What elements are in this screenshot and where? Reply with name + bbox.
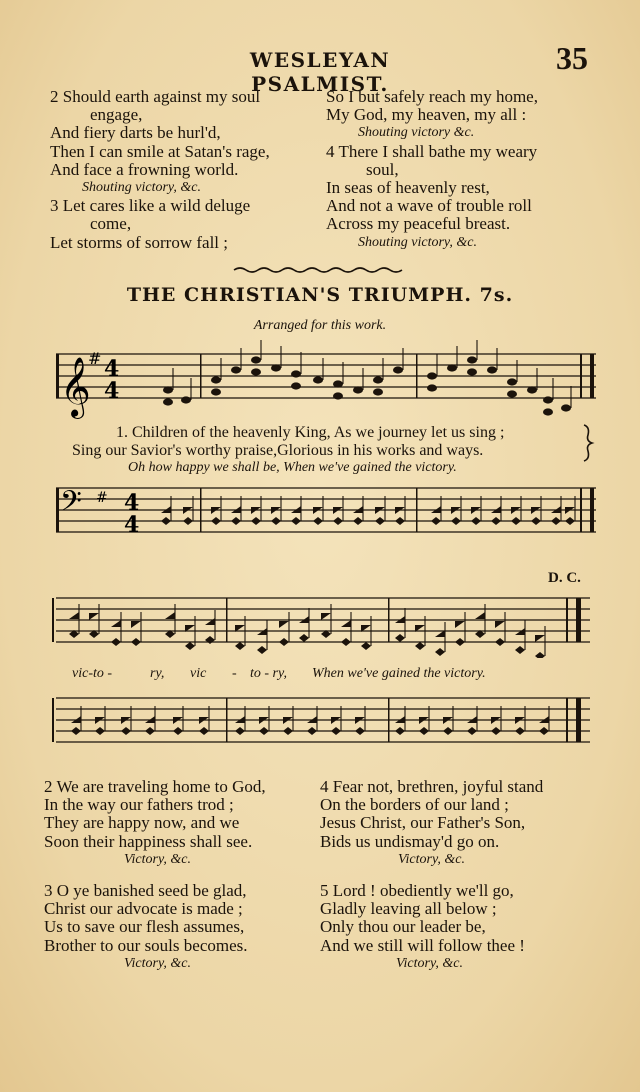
- bar-line: [580, 488, 582, 532]
- note-head: [427, 384, 437, 391]
- bar-line: [580, 354, 582, 398]
- bar-line: [416, 354, 418, 398]
- refrain-cue: Victory, &c.: [396, 955, 463, 971]
- note-head: [361, 642, 371, 650]
- bar-line: [56, 354, 59, 398]
- bass-staff-system-1: [0, 478, 640, 548]
- refrain-cue: Victory, &c.: [398, 851, 465, 867]
- note-head: [205, 618, 215, 625]
- note-head: [455, 638, 465, 646]
- verse-line: Brother to our souls becomes.: [44, 935, 248, 955]
- bar-line: [576, 598, 581, 642]
- bar-line: [388, 698, 390, 742]
- note-head: [393, 366, 403, 373]
- verse-line: In seas of heavenly rest,: [326, 178, 490, 198]
- bar-line: [52, 598, 54, 642]
- note-head: [353, 386, 363, 393]
- verse-line: come,: [90, 214, 132, 234]
- note-head: [395, 727, 405, 735]
- note-head: [259, 727, 269, 735]
- note-head: [375, 517, 385, 525]
- note-head: [279, 621, 289, 628]
- note-head: [165, 612, 175, 619]
- note-head: [431, 517, 441, 525]
- note-head: [69, 612, 79, 619]
- note-head: [271, 517, 281, 525]
- note-head: [111, 638, 121, 646]
- note-head: [535, 652, 545, 658]
- verse-line: Let storms of sorrow fall ;: [50, 232, 228, 252]
- note-head: [211, 376, 221, 383]
- note-head: [291, 370, 301, 377]
- note-head: [535, 635, 545, 642]
- note-head: [543, 408, 553, 415]
- note-head: [321, 613, 331, 620]
- verse-line: And face a frowning world.: [50, 159, 239, 179]
- note-head: [543, 396, 553, 403]
- note-head: [333, 392, 343, 399]
- note-head: [527, 386, 537, 393]
- note-head: [163, 386, 173, 393]
- refrain-cue: Shouting victory &c.: [358, 125, 475, 141]
- note-head: [455, 621, 465, 628]
- note-head: [447, 364, 457, 371]
- verse-line: In the way our fathers trod ;: [44, 795, 234, 815]
- bar-line: [388, 598, 390, 642]
- note-head: [373, 388, 383, 395]
- bar-line: [566, 698, 568, 742]
- verse-line: 5 Lord ! obediently we'll go,: [320, 881, 514, 900]
- note-head: [111, 620, 121, 627]
- note-head: [163, 398, 173, 405]
- prev-hymn-left-column: [50, 88, 270, 252]
- note-head: [235, 642, 245, 650]
- treble-staff-system-1: [0, 340, 640, 426]
- note-head: [551, 517, 561, 525]
- time-signature: 4: [124, 490, 140, 516]
- chorus-word: -: [232, 666, 237, 681]
- verse-line: Gladly leaving all below ;: [320, 899, 497, 919]
- note-head: [507, 390, 517, 397]
- note-head: [307, 727, 317, 735]
- note-head: [211, 517, 221, 525]
- note-head: [495, 621, 505, 628]
- note-head: [231, 517, 241, 525]
- note-head: [531, 517, 541, 525]
- note-head: [283, 727, 293, 735]
- verse-line: 4 There I shall bathe my weary: [326, 141, 538, 161]
- bar-line: [52, 698, 54, 742]
- hymn-lyric-line-2: Sing our Savior's worthy praise,Glorious in his works and ways.: [72, 442, 484, 459]
- note-head: [271, 364, 281, 371]
- note-head: [395, 517, 405, 525]
- verse-line: Then I can smile at Satan's rage,: [50, 141, 270, 161]
- note-head: [231, 366, 241, 373]
- verse-brace: [580, 423, 596, 463]
- time-signature: 4: [124, 512, 140, 538]
- chorus-word: When we've gained the victory.: [312, 666, 486, 681]
- verse-line: They are happy now, and we: [44, 813, 240, 833]
- bar-line: [226, 698, 228, 742]
- refrain-cue: Shouting victory, &c.: [358, 234, 477, 250]
- bar-line: [566, 598, 568, 642]
- verse-line: soul,: [366, 159, 399, 179]
- bass-staff-system-2: [0, 688, 640, 758]
- note-head: [487, 366, 497, 373]
- verse-4: [320, 778, 543, 869]
- verse-line: engage,: [90, 105, 143, 125]
- note-head: [467, 368, 477, 375]
- note-head: [71, 727, 81, 735]
- note-head: [471, 517, 481, 525]
- note-head: [427, 372, 437, 379]
- note-head: [145, 727, 155, 735]
- note-head: [95, 727, 105, 735]
- verse-line: Bids us undismay'd go on.: [320, 831, 500, 851]
- verse-line: Only thou our leader be,: [320, 917, 486, 937]
- refrain-cue: Victory, &c.: [124, 955, 191, 971]
- note-head: [435, 648, 445, 656]
- sharp-icon: #: [96, 490, 108, 506]
- chorus-word: vic: [190, 666, 207, 681]
- verse-line: And not a wave of trouble roll: [326, 196, 532, 216]
- verse-line: My God, my heaven, my all :: [326, 105, 527, 125]
- note-head: [299, 634, 309, 642]
- bar-line: [590, 488, 594, 532]
- da-capo-mark: D. C.: [548, 570, 581, 586]
- time-signature: 4: [104, 356, 120, 382]
- verse-line: 4 Fear not, brethren, joyful stand: [320, 777, 544, 796]
- note-head: [507, 378, 517, 385]
- verse-3: [44, 882, 248, 973]
- note-head: [467, 356, 477, 363]
- note-head: [333, 380, 343, 387]
- verse-line: Jesus Christ, our Father's Son,: [320, 813, 526, 833]
- note-head: [131, 638, 141, 646]
- note-head: [235, 727, 245, 735]
- bar-line: [416, 488, 418, 532]
- note-head: [341, 620, 351, 627]
- treble-staff-system-2: [0, 588, 640, 658]
- verse-line: And we still will follow thee !: [320, 935, 525, 955]
- note-head: [185, 642, 195, 650]
- chorus-word: ry,: [150, 666, 165, 681]
- arrangement-note: Arranged for this work.: [253, 318, 387, 333]
- bar-line: [576, 698, 581, 742]
- note-head: [491, 517, 501, 525]
- note-head: [89, 613, 99, 620]
- verse-line: Soon their happiness shall see.: [44, 831, 253, 851]
- note-head: [415, 642, 425, 650]
- bar-line: [226, 598, 228, 642]
- note-head: [373, 376, 383, 383]
- note-head: [515, 727, 525, 735]
- verse-5: [320, 882, 525, 973]
- verse-line: Christ our advocate is made ;: [44, 899, 243, 919]
- note-head: [211, 388, 221, 395]
- note-head: [511, 517, 521, 525]
- note-head: [181, 396, 191, 403]
- refrain-cue: Victory, &c.: [124, 851, 191, 867]
- note-head: [131, 621, 141, 628]
- note-head: [251, 368, 261, 375]
- refrain-cue: Shouting victory, &c.: [82, 180, 201, 196]
- ornamental-rule: [232, 266, 408, 274]
- chorus-word: vic-to -: [72, 666, 113, 681]
- bar-line: [56, 488, 59, 532]
- note-head: [475, 612, 485, 619]
- hymn-lyric-line-1: 1. Children of the heavenly King, As we journey let us sing ;: [116, 424, 505, 441]
- verse-line: Across my peaceful breast.: [326, 214, 511, 234]
- note-head: [183, 517, 193, 525]
- note-head: [353, 517, 363, 525]
- note-head: [291, 382, 301, 389]
- note-head: [291, 517, 301, 525]
- prev-hymn-right-column: [326, 88, 538, 252]
- running-header: WESLEYAN PSALMIST.: [249, 48, 391, 96]
- bar-line: [200, 488, 202, 532]
- note-head: [279, 638, 289, 646]
- note-head: [491, 727, 501, 735]
- verse-line: 3 Let cares like a wild deluge: [50, 196, 251, 216]
- chorus-word: to - ry,: [250, 666, 287, 681]
- note-head: [539, 727, 549, 735]
- time-signature: 4: [104, 378, 120, 404]
- verse-line: And fiery darts be hurl'd,: [50, 123, 221, 143]
- hymn-refrain-line: Oh how happy we shall be, When we've gained the victory.: [128, 460, 457, 475]
- note-head: [251, 356, 261, 363]
- note-head: [341, 638, 351, 646]
- note-head: [495, 638, 505, 646]
- sharp-icon: #: [88, 349, 102, 368]
- note-head: [331, 727, 341, 735]
- note-head: [419, 727, 429, 735]
- note-head: [313, 376, 323, 383]
- verse-line: 2 Should earth against my soul: [50, 87, 261, 106]
- verse-line: On the borders of our land ;: [320, 795, 509, 815]
- note-head: [173, 727, 183, 735]
- verse-2: [44, 778, 266, 869]
- verse-line: So I but safely reach my home,: [326, 87, 538, 106]
- note-head: [205, 636, 215, 644]
- note-head: [313, 517, 323, 525]
- bar-line: [590, 354, 594, 398]
- verse-line: 2 We are traveling home to God,: [44, 777, 266, 796]
- note-head: [451, 517, 461, 525]
- treble-clef-icon: 𝄞: [60, 357, 91, 417]
- note-head: [565, 517, 575, 525]
- note-head: [561, 404, 571, 411]
- page-number: 35: [556, 40, 588, 76]
- note-head: [467, 727, 477, 735]
- note-head: [395, 634, 405, 642]
- note-head: [257, 646, 267, 654]
- bass-clef-icon: 𝄢: [60, 485, 82, 525]
- verse-line: 3 O ye banished seed be glad,: [44, 881, 247, 900]
- bar-line: [200, 354, 202, 398]
- note-head: [355, 727, 365, 735]
- note-head: [443, 727, 453, 735]
- verse-line: Us to save our flesh assumes,: [44, 917, 245, 937]
- note-head: [515, 646, 525, 654]
- note-head: [161, 517, 171, 525]
- note-head: [333, 517, 343, 525]
- note-head: [121, 727, 131, 735]
- tune-title: THE CHRISTIAN'S TRIUMPH. 7s.: [126, 284, 514, 306]
- note-head: [199, 727, 209, 735]
- note-head: [251, 517, 261, 525]
